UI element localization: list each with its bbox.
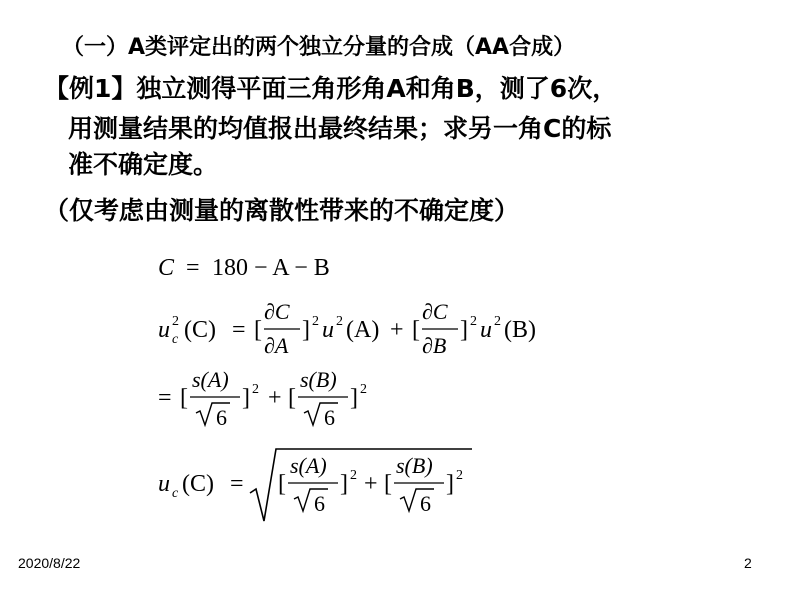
- svg-text:[: [: [288, 385, 296, 411]
- svg-text:]: ]: [446, 471, 454, 497]
- svg-text:+: +: [390, 317, 404, 343]
- example-line-1: 【例1】独立测得平面三角形角A和角B，测了6次，: [44, 74, 618, 103]
- eq2-frac2-den: ∂B: [422, 333, 447, 358]
- section-heading: （一）A类评定出的两个独立分量的合成（AA合成）: [62, 35, 576, 60]
- eq1-equals: =: [186, 255, 200, 281]
- eq2-term1-arg: (A): [346, 317, 380, 343]
- footer-date: 2020/8/22: [18, 555, 81, 571]
- eq2-term2: u: [480, 317, 492, 343]
- svg-text:]: ]: [302, 317, 310, 343]
- svg-text:2: 2: [312, 314, 319, 329]
- eq1-lhs: C: [158, 255, 175, 281]
- svg-text:2: 2: [336, 314, 343, 329]
- eq4-num2: s(B): [396, 453, 433, 478]
- svg-text:[: [: [254, 317, 262, 343]
- eq4-den2: 6: [420, 491, 431, 516]
- eq2-frac1-num: ∂C: [264, 299, 290, 324]
- eq2-arg: (C): [184, 317, 216, 343]
- example-line-3: 准不确定度。: [68, 150, 219, 179]
- eq2-frac2-num: ∂C: [422, 299, 448, 324]
- eq4-sub: c: [172, 486, 179, 501]
- eq2-term1: u: [322, 317, 334, 343]
- svg-text:=: =: [158, 385, 172, 411]
- assumption-note: （仅考虑由测量的离散性带来的不确定度）: [44, 196, 520, 225]
- eq4-den1: 6: [314, 491, 325, 516]
- eq3-num1: s(A): [192, 367, 229, 392]
- formula-block: [150, 245, 570, 535]
- equation-4: [158, 449, 472, 521]
- page-number: 2: [744, 555, 752, 571]
- svg-text:]: ]: [350, 385, 358, 411]
- eq2-term2-arg: (B): [504, 317, 536, 343]
- svg-text:[: [: [180, 385, 188, 411]
- svg-text:2: 2: [494, 314, 501, 329]
- svg-text:2: 2: [360, 382, 367, 397]
- svg-text:]: ]: [340, 471, 348, 497]
- example-line-2: 用测量结果的均值报出最终结果；求另一角C的标: [68, 114, 612, 143]
- svg-text:2: 2: [470, 314, 477, 329]
- eq3-num2: s(B): [300, 367, 337, 392]
- equation-1: [158, 255, 330, 281]
- svg-text:2: 2: [350, 468, 357, 483]
- svg-text:2: 2: [252, 382, 259, 397]
- svg-text:+: +: [364, 471, 378, 497]
- svg-text:[: [: [384, 471, 392, 497]
- svg-text:=: =: [230, 471, 244, 497]
- equation-2: [158, 299, 536, 358]
- eq4-arg: (C): [182, 471, 214, 497]
- svg-text:[: [: [278, 471, 286, 497]
- eq2-sub: c: [172, 332, 179, 347]
- svg-text:]: ]: [460, 317, 468, 343]
- eq2-frac1-den: ∂A: [264, 333, 289, 358]
- svg-text:]: ]: [242, 385, 250, 411]
- equation-3: [158, 367, 367, 430]
- eq3-den2: 6: [324, 405, 335, 430]
- eq4-u: u: [158, 471, 170, 497]
- eq1-rhs: 180 − A − B: [212, 255, 330, 281]
- svg-text:=: =: [232, 317, 246, 343]
- eq2-sup: 2: [172, 314, 179, 329]
- eq2-u: u: [158, 317, 170, 343]
- eq4-num1: s(A): [290, 453, 327, 478]
- svg-text:2: 2: [456, 468, 463, 483]
- eq3-den1: 6: [216, 405, 227, 430]
- svg-text:[: [: [412, 317, 420, 343]
- svg-text:+: +: [268, 385, 282, 411]
